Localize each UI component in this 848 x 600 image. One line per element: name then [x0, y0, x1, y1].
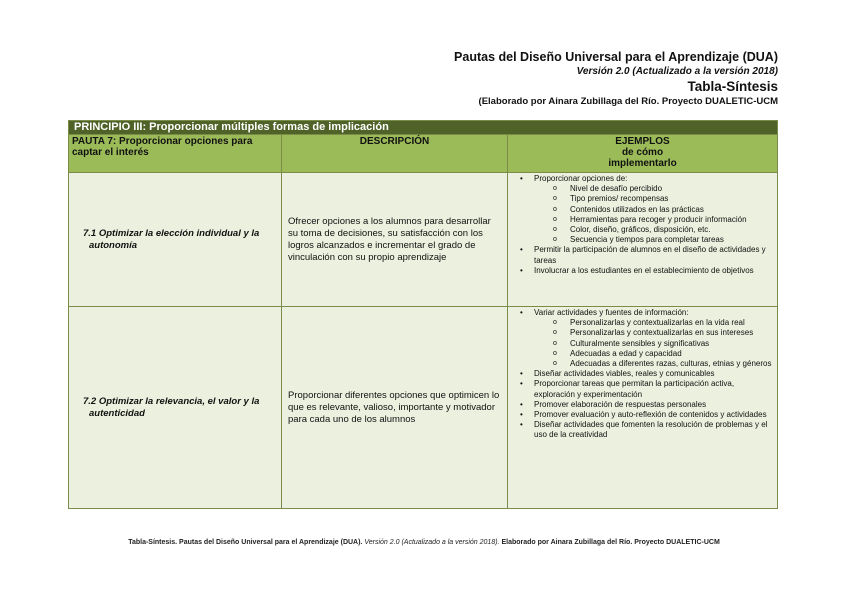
table-row — [69, 173, 778, 307]
document-title: Pautas del Diseño Universal para el Aprendizaje (DUA) — [454, 50, 778, 64]
list-item: o Adecuadas a diferentes razas, culturas, etnias y géneros — [570, 359, 775, 369]
list-item: • Diseñar actividades viables, reales y comunicables — [534, 369, 775, 379]
list-item: o Adecuadas a edad y capacidad — [570, 349, 775, 359]
examples-cell — [508, 173, 778, 307]
list-item — [534, 174, 775, 245]
examples-sublist — [534, 318, 775, 369]
page-footer — [0, 539, 848, 546]
list-item: o Nivel de desafío percibido — [570, 184, 775, 194]
list-item: • Proporcionar tareas que permitan la participación activa, exploración y experimentación — [534, 379, 775, 399]
list-item: o Tipo premios/ recompensas — [570, 194, 775, 204]
list-item: o Herramientas para recoger y producir información — [570, 215, 775, 225]
pauta-cell: 7.1 Optimizar la elección individual y la autonomía — [69, 173, 282, 307]
list-item: • Promover evaluación y auto-reflexión de contenidos y actividades — [534, 410, 775, 420]
list-item — [534, 308, 775, 369]
list-item: o Secuencia y tiempos para completar tareas — [570, 235, 775, 245]
examples-sublist — [534, 184, 775, 245]
document-subtitle: Tabla-Síntesis — [687, 79, 778, 94]
synthesis-table — [68, 120, 778, 509]
examples-list — [508, 308, 775, 441]
examples-header-line-2: de cómo — [621, 147, 664, 158]
list-item: • Diseñar actividades que fomenten la resolución de problemas y el uso de la creatividad — [534, 420, 775, 440]
list-item: o Culturalmente sensibles y significativas — [570, 339, 775, 349]
list-item: o Personalizarlas y contextualizarlas en sus intereses — [570, 328, 775, 338]
examples-column-header — [508, 135, 778, 173]
list-item: o Contenidos utilizados en las prácticas — [570, 205, 775, 215]
document-author: (Elaborado por Ainara Zubillaga del Río. Proyecto DUALETIC-UCM — [478, 96, 778, 107]
list-item: • Involucrar a los estudiantes en el establecimiento de objetivos — [534, 266, 775, 276]
list-item: o Color, diseño, gráficos, disposición, etc. — [570, 225, 775, 235]
list-item: • Permitir la participación de alumnos en el diseño de actividades y tareas — [534, 245, 775, 265]
principle-header: PRINCIPIO III: Proporcionar múltiples formas de implicación — [69, 121, 778, 135]
pauta-cell: 7.2 Optimizar la relevancia, el valor y la autenticidad — [69, 307, 282, 509]
pauta-column-header: PAUTA 7: Proporcionar opciones para captar el interés — [69, 135, 282, 173]
footer-version: Versión 2.0 (Actualizado a la versión 2018). — [364, 539, 500, 546]
examples-cell — [508, 307, 778, 509]
description-cell: Ofrecer opciones a los alumnos para desarrollar su toma de decisiones, su satisfacción con los logros alcanzados e incrementar el grado de vinculación con su propio aprendizaje — [282, 173, 508, 307]
footer-author: Elaborado por Ainara Zubillaga del Río. Proyecto DUALETIC-UCM — [501, 539, 720, 546]
examples-list — [508, 174, 775, 276]
examples-header-line-1: EJEMPLOS — [615, 136, 670, 147]
example-text: Variar actividades y fuentes de información: — [534, 308, 689, 317]
examples-header-line-3: implementarlo — [608, 158, 677, 169]
list-item: o Personalizarlas y contextualizarlas en la vida real — [570, 318, 775, 328]
description-column-header: DESCRIPCIÓN — [282, 135, 508, 173]
document-header — [258, 50, 778, 108]
list-item: • Promover elaboración de respuestas personales — [534, 400, 775, 410]
description-cell: Proporcionar diferentes opciones que optimicen lo que es relevante, valioso, importante y motivador para cada uno de los alumnos — [282, 307, 508, 509]
table-row — [69, 307, 778, 509]
document-version: Versión 2.0 (Actualizado a la versión 2018) — [576, 66, 778, 77]
footer-citation: Tabla-Síntesis. Pautas del Diseño Universal para el Aprendizaje (DUA). — [128, 539, 363, 546]
example-text: Proporcionar opciones de: — [534, 174, 628, 183]
